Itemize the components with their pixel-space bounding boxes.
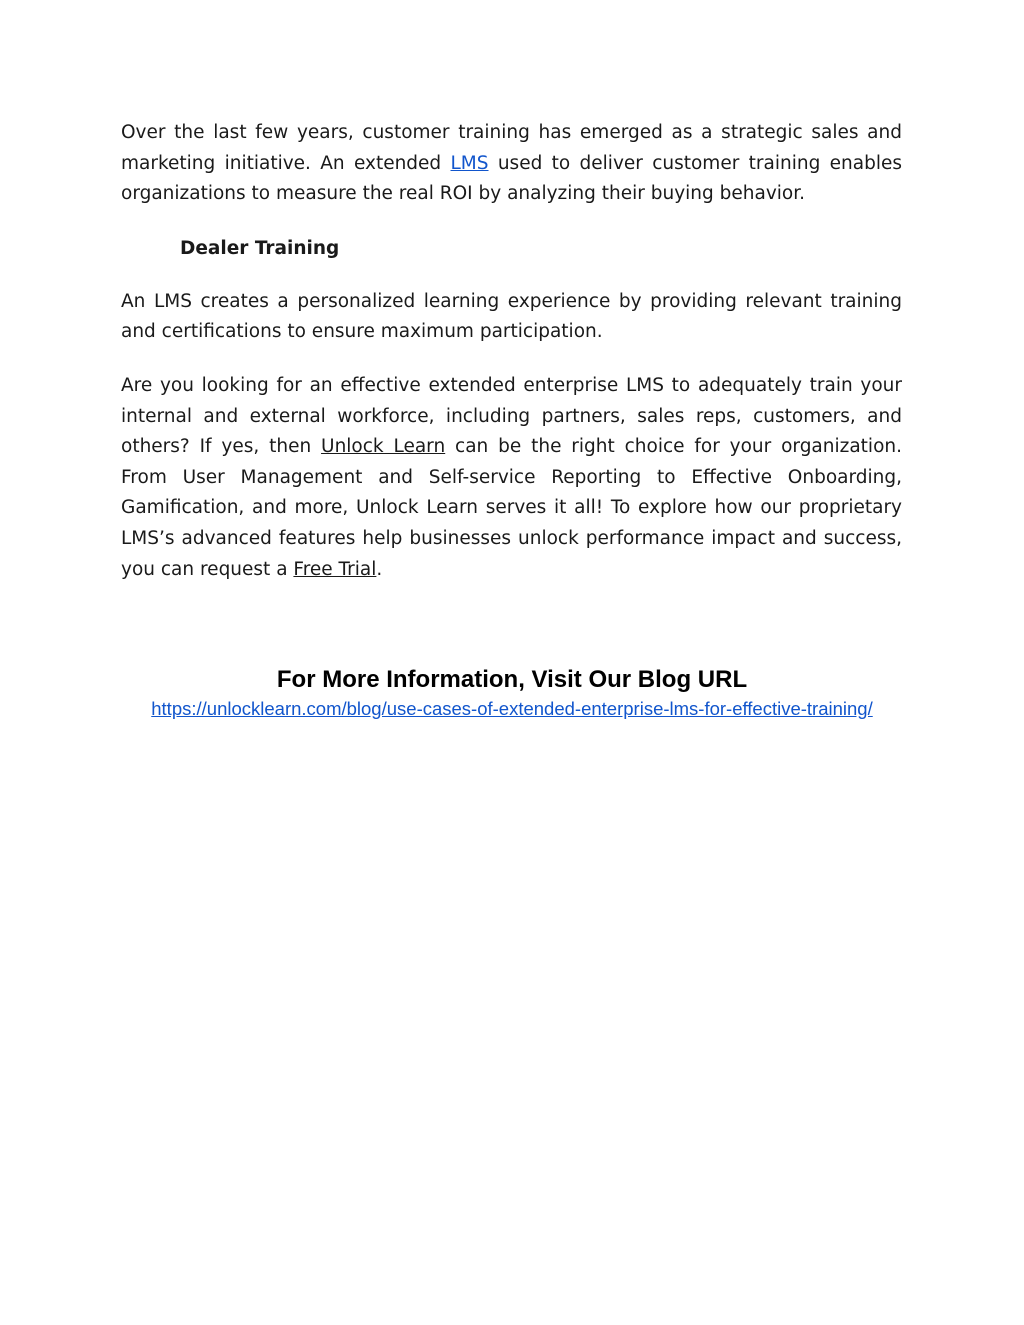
cta-text-start: Are you looking for an effective extended enterprise LMS to adequately train your internal and external workforce, including partners, sales reps, customers, and others? If yes, then	[121, 374, 902, 458]
cta-text-middle: can be the right choice for your organization. From User Management and Self-service Reporting to Effective Onboarding, Gamification, and more, Unlock Learn serves it all! To explore how our proprietary LMS’s advanced features help businesses unlock performance impact and success, you can request a	[121, 436, 902, 580]
intro-text-start: Over the last few years, customer training has emerged as a strategic sales and marketing initiative. An extended	[121, 122, 902, 174]
unlock-learn-link[interactable]: Unlock Learn	[321, 436, 446, 458]
footer	[0, 664, 1024, 722]
lms-link[interactable]: LMS	[450, 152, 489, 174]
lms-paragraph: An LMS creates a personalized learning experience by providing relevant training and certifications to ensure maximum participation.	[121, 290, 902, 343]
free-trial-link[interactable]: Free Trial	[293, 558, 377, 580]
document-body	[121, 118, 902, 585]
footer-title: For More Information, Visit Our Blog URL	[276, 666, 748, 693]
cta-paragraph	[121, 371, 902, 585]
blog-url-link[interactable]: https://unlocklearn.com/blog/use-cases-of-extended-enterprise-lms-for-effective-training/	[151, 698, 873, 719]
section-heading: Dealer Training	[180, 237, 340, 259]
intro-paragraph	[121, 118, 902, 210]
cta-text-end: .	[376, 558, 383, 580]
intro-text-end: used to deliver customer training enables organizations to measure the real ROI by analyzing their buying behavior.	[121, 152, 902, 205]
